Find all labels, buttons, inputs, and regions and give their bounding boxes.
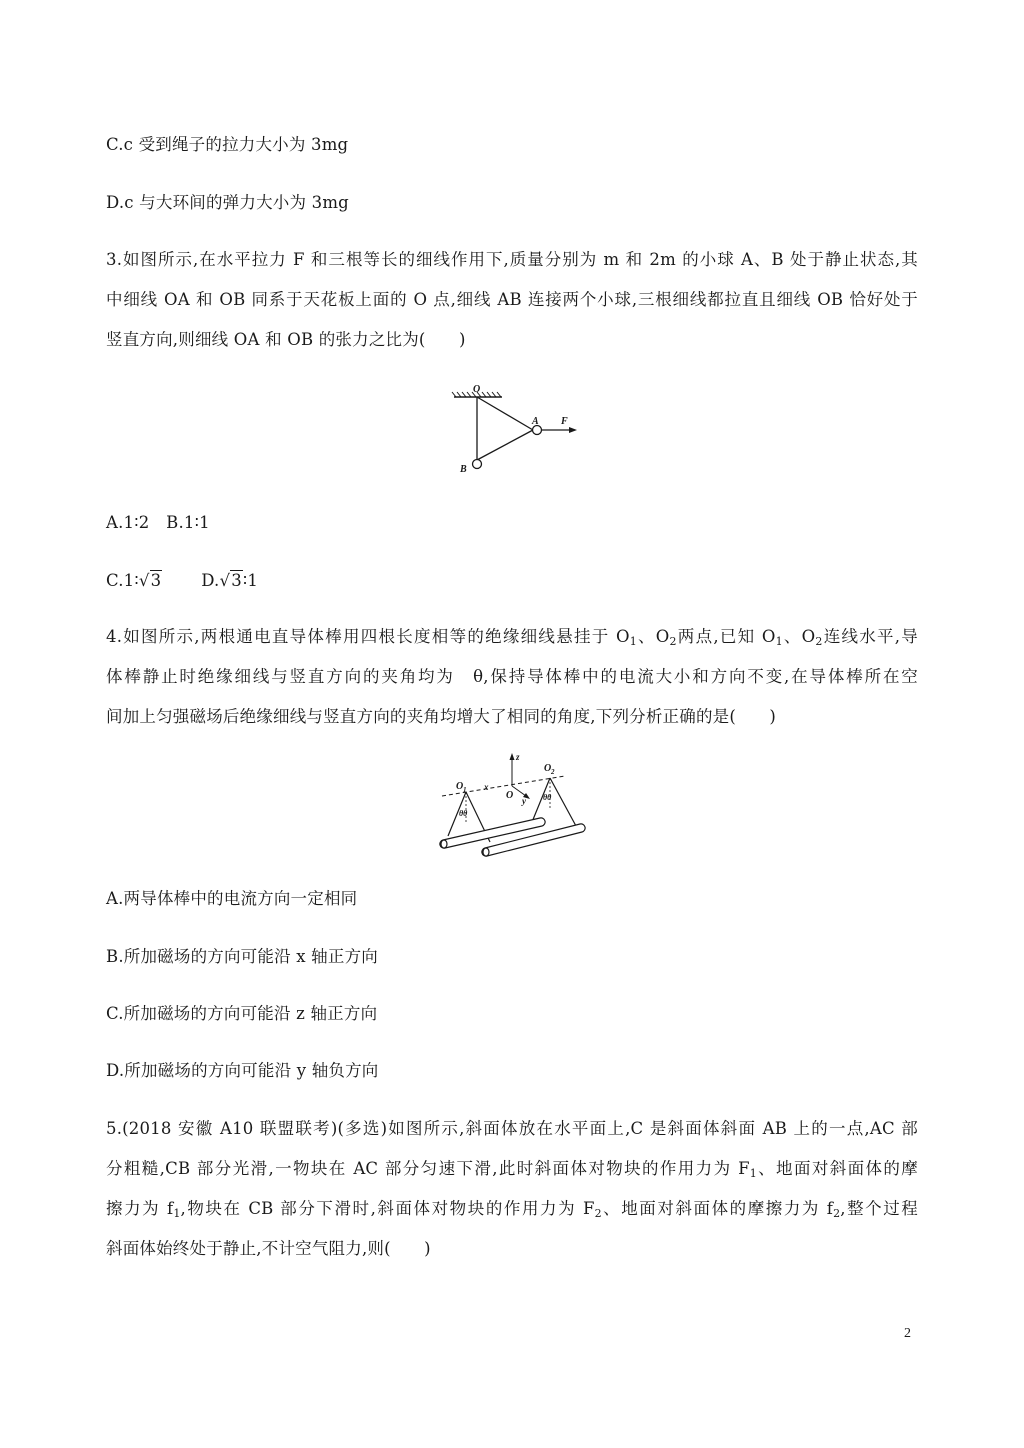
q3-opt-d-sqrt: √3 bbox=[219, 571, 242, 590]
q4-theta-right: θθ bbox=[543, 793, 552, 802]
q4-figure bbox=[430, 752, 590, 862]
q4-label-y: y bbox=[522, 796, 526, 806]
q3-label-f: F bbox=[561, 416, 568, 427]
q3-opt-c-sqrt: √3 bbox=[138, 571, 162, 590]
q4-stem-line-2: 体棒静止时绝缘细线与竖直方向的夹角均为 θ,保持导体棒中的电流大小和方向不变,在导体棒所在空 bbox=[106, 667, 918, 686]
q4-label-o1: O bbox=[456, 781, 464, 792]
q4-option-b: B.所加磁场的方向可能沿 x 轴正方向 bbox=[106, 947, 378, 966]
q3-stem-line-1: 3.如图所示,在水平拉力 F 和三根等长的细线作用下,质量分别为 m 和 2m 的小球 A、B 处于静止状态,其 bbox=[106, 250, 918, 269]
page-number: 2 bbox=[904, 1326, 911, 1341]
q3-label-o: O bbox=[473, 384, 481, 395]
q3-opt-d-suffix: ∶1 bbox=[242, 571, 259, 590]
q4-stem-line-3: 间加上匀强磁场后绝缘细线与竖直方向的夹角均增大了相同的角度,下列分析正确的是( ) bbox=[106, 707, 777, 726]
q4-label-o2: O bbox=[544, 763, 552, 774]
q4-label-z: z bbox=[516, 752, 520, 762]
q3-options-ab: A.1∶2 B.1∶1 bbox=[106, 513, 210, 532]
q4-label-o1-sub: 1 bbox=[463, 786, 467, 794]
q3-label-a: A bbox=[532, 416, 539, 427]
q4-option-a: A.两导体棒中的电流方向一定相同 bbox=[106, 889, 358, 908]
q4-label-o2-sub: 2 bbox=[551, 768, 555, 776]
q3-options-cd bbox=[106, 570, 258, 592]
q5-stem-line-3: 擦力为 $f_1$,物块在 CB 部分下滑时,斜面体对物块的作用力为 $F_2$、地面对斜面体的摩擦力为 $f_2$,整个过程 bbox=[106, 1199, 918, 1220]
q5-stem-line-4: 斜面体始终处于静止,不计空气阻力,则( ) bbox=[106, 1239, 431, 1258]
q5-stem-line-1: 5.(2018 安徽 A10 联盟联考)(多选)如图所示,斜面体放在水平面上,C 是斜面体斜面 AB 上的一点,AC 部 bbox=[106, 1119, 918, 1138]
q3-opt-d-prefix: D. bbox=[201, 571, 220, 590]
q3-stem-line-2: 中细线 OA 和 OB 同系于天花板上面的 O 点,细线 AB 连接两个小球,三根细线都拉直且细线 OB 恰好处于 bbox=[106, 290, 918, 309]
q4-stem-line-1: 4.如图所示,两根通电直导体棒用四根长度相等的绝缘细线悬挂于 $O_1$、$O_2$两点,已知 $O_1$、$O_2$连线水平,导 bbox=[106, 627, 918, 648]
option-c-prev: C.c 受到绳子的拉力大小为 3mg bbox=[106, 135, 349, 154]
q3-label-b: B bbox=[460, 464, 467, 475]
q4-option-c: C.所加磁场的方向可能沿 z 轴正方向 bbox=[106, 1004, 378, 1023]
q4-label-x: x bbox=[484, 782, 489, 792]
q4-option-d: D.所加磁场的方向可能沿 y 轴负方向 bbox=[106, 1061, 379, 1080]
q5-stem-line-2: 分粗糙,CB 部分光滑,一物块在 AC 部分匀速下滑,此时斜面体对物块的作用力为 $F_1$、地面对斜面体的摩 bbox=[106, 1159, 918, 1180]
q3-figure bbox=[440, 380, 600, 480]
option-d-prev: D.c 与大环间的弹力大小为 3mg bbox=[106, 193, 349, 212]
q3-opt-c-prefix: C.1∶ bbox=[106, 571, 139, 590]
q4-label-o: O bbox=[506, 790, 514, 801]
q3-stem-line-3: 竖直方向,则细线 OA 和 OB 的张力之比为( ) bbox=[106, 330, 466, 349]
q4-theta-left: θθ bbox=[459, 809, 468, 818]
